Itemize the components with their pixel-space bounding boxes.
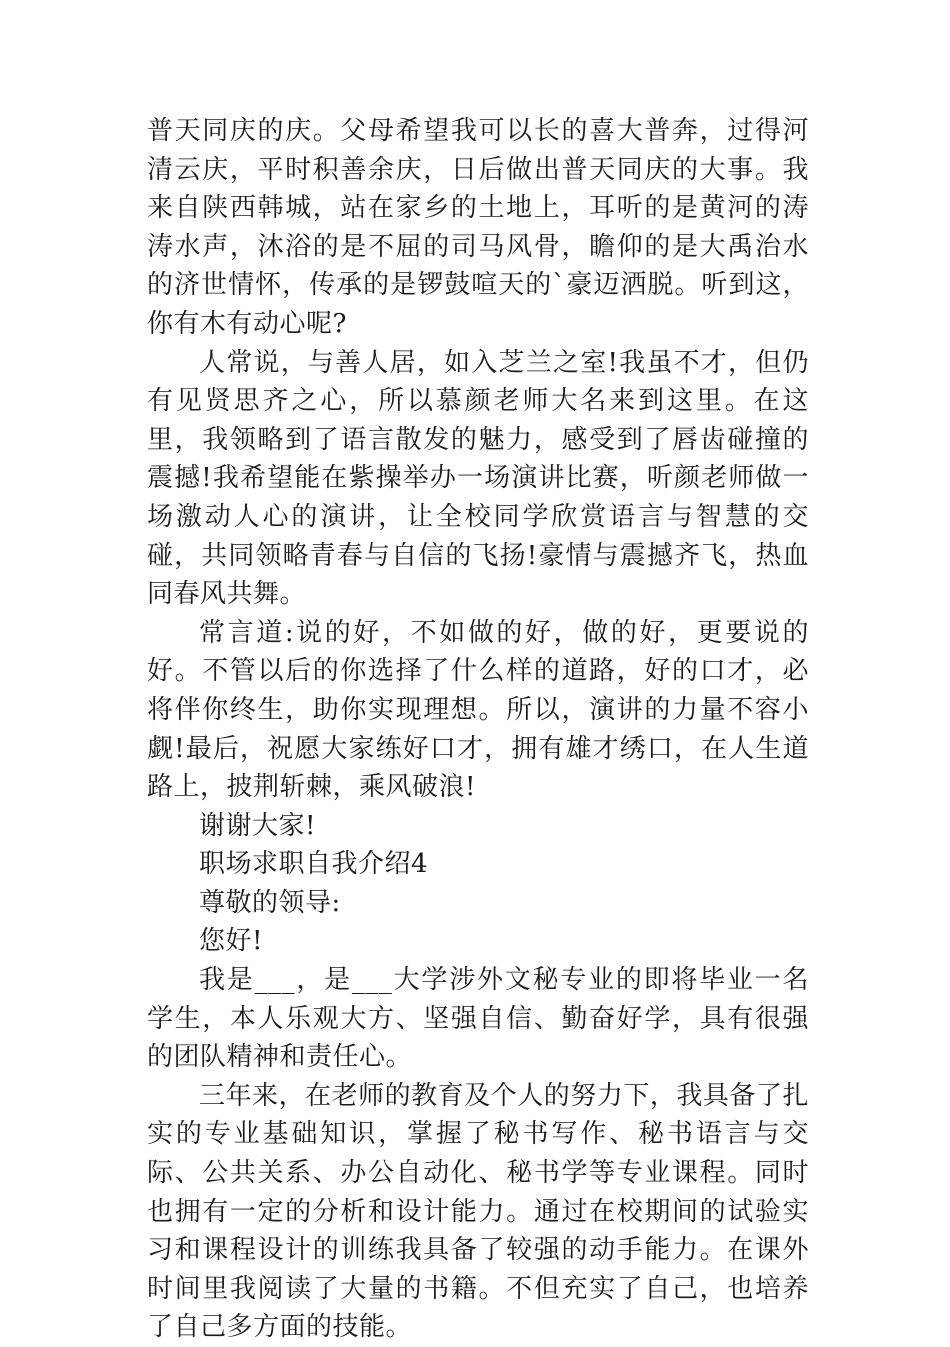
paragraph-closing-speech: 常言道:说的好，不如做的好，做的好，更要说的好。不管以后的你选择了什么样的道路，好的口才，必将伴你终生，助你实现理想。所以，演讲的力量不容小觑!最后，祝愿大家练好口才，拥有雄才绣口，在人生道路上，披荆斩棘，乘风破浪! [147, 617, 809, 803]
greeting: 您好! [199, 926, 263, 957]
document-body [147, 112, 809, 1347]
paragraph-self-intro: 我是___，是___大学涉外文秘专业的即将毕业一名学生，本人乐观大方、坚强自信、勤奋好学，具有很强的团队精神和责任心。 [147, 965, 809, 1073]
paragraph-eloquence: 人常说，与善人居，如入芝兰之室!我虽不才，但仍有见贤思齐之心，所以慕颜老师大名来到这里。在这里，我领略到了语言散发的魅力，感受到了唇齿碰撞的震撼!我希望能在紫操举办一场演讲比赛，听颜老师做一场激动人心的演讲，让全校同学欣赏语言与智慧的交碰，共同领略青春与自信的飞扬!豪情与震撼齐飞，热血同春风共舞。 [147, 347, 809, 610]
paragraph-hometown: 普天同庆的庆。父母希望我可以长的喜大普奔，过得河清云庆，平时积善余庆，日后做出普天同庆的大事。我来自陕西韩城，站在家乡的土地上，耳听的是黄河的涛涛水声，沐浴的是不屈的司马风骨，瞻仰的是大禹治水的济世情怀，传承的是锣鼓喧天的`豪迈洒脱。听到这，你有木有动心呢? [147, 116, 809, 339]
paragraph-three-years: 三年来，在老师的教育及个人的努力下，我具备了扎实的专业基础知识，掌握了秘书写作、秘书语言与交际、公共关系、办公自动化、秘书学等专业课程。同时也拥有一定的分析和设计能力。通过在校期间的试验实习和课程设计的训练我具备了较强的动手能力。在课外时间里我阅读了大量的书籍。不但充实了自己，也培养了自己多方面的技能。 [147, 1080, 809, 1343]
section-heading: 职场求职自我介绍4 [199, 849, 429, 880]
paragraph-thanks: 谢谢大家! [199, 810, 316, 841]
salutation: 尊敬的领导: [199, 887, 341, 918]
